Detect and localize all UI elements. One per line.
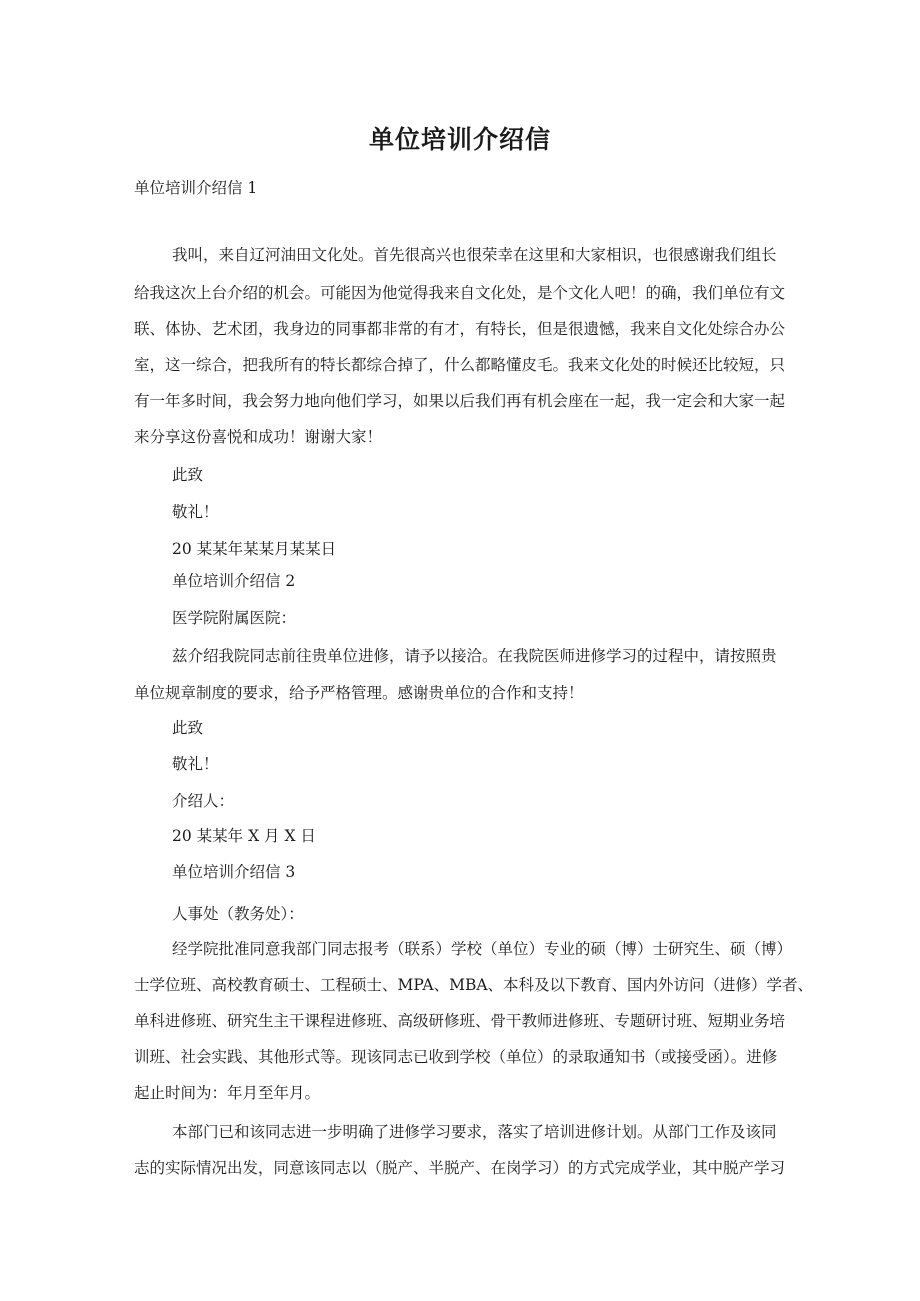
introducer: 介绍人：: [172, 792, 235, 810]
paragraph-line: 有一年多时间，我会努力地向他们学习，如果以后我们再有机会座在一起，我一定会和大家一起: [134, 392, 786, 410]
paragraph-line: 单科进修班、研究生主干课程进修班、高级研修班、骨干教师进修班、专题研讨班、短期业务培: [134, 1012, 786, 1030]
addressee: 人事处（教务处）：: [172, 905, 304, 923]
regards: 敬礼！: [172, 755, 219, 773]
section-heading-3: 单位培训介绍信 3: [172, 863, 296, 881]
paragraph-line: 本部门已和该同志进一步明确了进修学习要求，落实了培训进修计划。从部门工作及该同: [172, 1123, 777, 1141]
regards: 敬礼！: [172, 503, 219, 521]
paragraph-line: 志的实际情况出发，同意该同志以（脱产、半脱产、在岗学习）的方式完成学业，其中脱产学习: [134, 1159, 786, 1177]
paragraph-line: 单位规章制度的要求，给予严格管理。感谢贵单位的合作和支持！: [134, 684, 584, 702]
paragraph-line: 起止时间为：年月至年月。: [134, 1084, 321, 1102]
paragraph-line: 训班、社会实践、其他形式等。现该同志已收到学校（单位）的录取通知书（或接受函）。进修: [134, 1048, 778, 1066]
date-line: 20 某某年 X 月 X 日: [172, 827, 316, 845]
document-title: 单位培训介绍信: [368, 125, 551, 154]
section-heading-2: 单位培训介绍信 2: [172, 572, 296, 590]
paragraph-line: 我叫，来自辽河油田文化处。首先很高兴也很荣幸在这里和大家相识，也很感谢我们组长: [172, 246, 777, 264]
paragraph-line: 来分享这份喜悦和成功！谢谢大家！: [134, 428, 383, 446]
paragraph-line: 士学位班、高校教育硕士、工程硕士、MPA、MBA、本科及以下教育、国内外访问（进修）学者、: [134, 976, 814, 994]
addressee: 医学院附属医院：: [172, 609, 297, 627]
paragraph-line: 室，这一综合，把我所有的特长都综合掉了，什么都略懂皮毛。我来文化处的时候还比较短，只: [134, 356, 786, 374]
date-line: 20 某某年某某月某某日: [172, 540, 337, 558]
salutation: 此致: [172, 466, 204, 484]
section-heading-1: 单位培训介绍信 1: [134, 179, 258, 197]
paragraph-line: 经学院批准同意我部门同志报考（联系）学校（单位）专业的硕（博）士研究生、硕（博）: [172, 940, 793, 958]
paragraph-line: 联、体协、艺术团，我身边的同事都非常的有才，有特长，但是很遗憾，我来自文化处综合办公: [134, 320, 786, 338]
paragraph-line: 给我这次上台介绍的机会。可能因为他觉得我来自文化处，是个文化人吧！的确，我们单位有文: [134, 284, 786, 302]
paragraph-line: 兹介绍我院同志前往贵单位进修，请予以接洽。在我院医师进修学习的过程中，请按照贵: [172, 647, 777, 665]
salutation: 此致: [172, 719, 204, 737]
